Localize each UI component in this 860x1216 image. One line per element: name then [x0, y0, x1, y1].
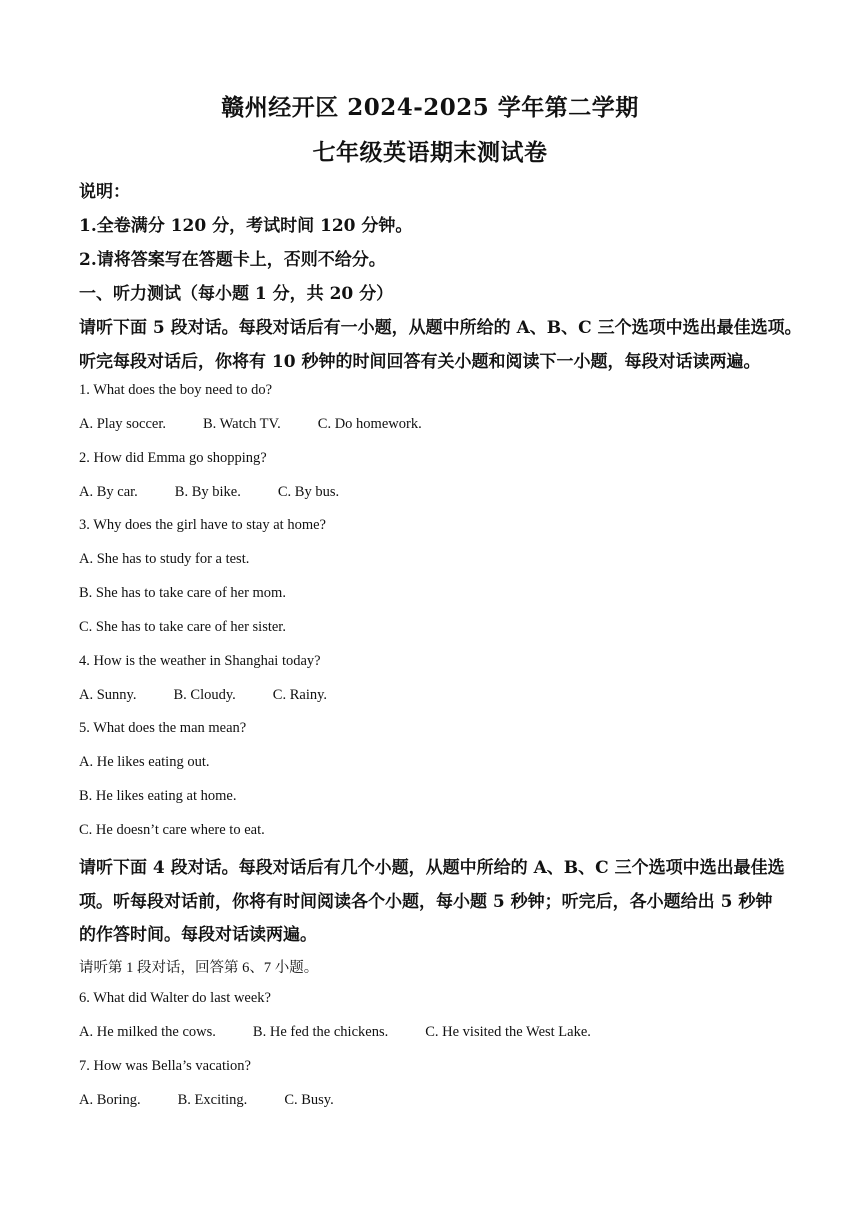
question-5-option-a: A. He likes eating out.: [79, 754, 210, 770]
question-6-options: [79, 1024, 591, 1041]
part2-directions-line1: 请听下面 4 段对话。每段对话后有几个小题，从题中所给的 A、B、C 三个选项中选出最佳选: [79, 858, 785, 878]
option-c: C. Do homework.: [317, 416, 422, 432]
dialogue-1-intro: 请听第 1 段对话，回答第 6、7 小题。: [79, 960, 319, 976]
option-b: B. He fed the chickens.: [252, 1024, 389, 1040]
part2-directions-line2: 项。听每段对话前，你将有时间阅读各个小题，每小题 5 秒钟；听完后，各小题给出 5 秒钟: [79, 892, 773, 912]
instruction-item-2: 2.请将答案写在答题卡上，否则不给分。: [79, 250, 386, 270]
option-b: B. Watch TV.: [202, 416, 281, 432]
question-1: 1. What does the boy need to do?: [79, 382, 273, 398]
option-a: A. Boring.: [79, 1092, 141, 1108]
question-3-option-b: B. She has to take care of her mom.: [79, 585, 286, 601]
question-1-options: [79, 416, 422, 433]
exam-title-line1: 赣州经开区 2024-2025 学年第二学期: [221, 94, 639, 121]
question-3-option-c: C. She has to take care of her sister.: [79, 619, 286, 635]
question-5-option-c: C. He doesn’t care where to eat.: [79, 822, 265, 838]
part2-directions-line3: 的作答时间。每段对话读两遍。: [79, 925, 317, 945]
section-heading-listening: 一、听力测试（每小题 1 分，共 20 分）: [79, 284, 394, 304]
option-b: B. By bike.: [174, 484, 241, 500]
question-7: 7. How was Bella’s vacation?: [79, 1058, 251, 1074]
question-7-options: [79, 1092, 334, 1109]
instructions-label: 说明：: [79, 182, 130, 202]
option-b: B. Cloudy.: [173, 687, 236, 703]
option-c: C. By bus.: [277, 484, 340, 500]
question-3-option-a: A. She has to study for a test.: [79, 551, 250, 567]
question-3: 3. Why does the girl have to stay at home?: [79, 517, 326, 533]
option-c: C. Busy.: [284, 1092, 334, 1108]
option-a: A. Play soccer.: [79, 416, 166, 432]
option-b: B. Exciting.: [177, 1092, 248, 1108]
question-5-option-b: B. He likes eating at home.: [79, 788, 237, 804]
question-4: 4. How is the weather in Shanghai today?: [79, 653, 321, 669]
question-2: 2. How did Emma go shopping?: [79, 450, 267, 466]
question-2-options: [79, 484, 339, 501]
part1-directions-line2: 听完每段对话后，你将有 10 秒钟的时间回答有关小题和阅读下一小题，每段对话读两遍。: [79, 352, 761, 372]
part1-directions-line1: 请听下面 5 段对话。每段对话后有一小题，从题中所给的 A、B、C 三个选项中选出最佳选项。: [79, 318, 802, 338]
question-5: 5. What does the man mean?: [79, 720, 247, 736]
exam-title-line2: 七年级英语期末测试卷: [312, 139, 548, 166]
option-a: A. He milked the cows.: [79, 1024, 216, 1040]
option-a: A. By car.: [79, 484, 138, 500]
question-4-options: [79, 687, 327, 704]
question-6: 6. What did Walter do last week?: [79, 990, 271, 1006]
option-c: C. He visited the West Lake.: [425, 1024, 591, 1040]
option-a: A. Sunny.: [79, 687, 137, 703]
option-c: C. Rainy.: [272, 687, 328, 703]
instruction-item-1: 1.全卷满分 120 分，考试时间 120 分钟。: [79, 216, 413, 236]
